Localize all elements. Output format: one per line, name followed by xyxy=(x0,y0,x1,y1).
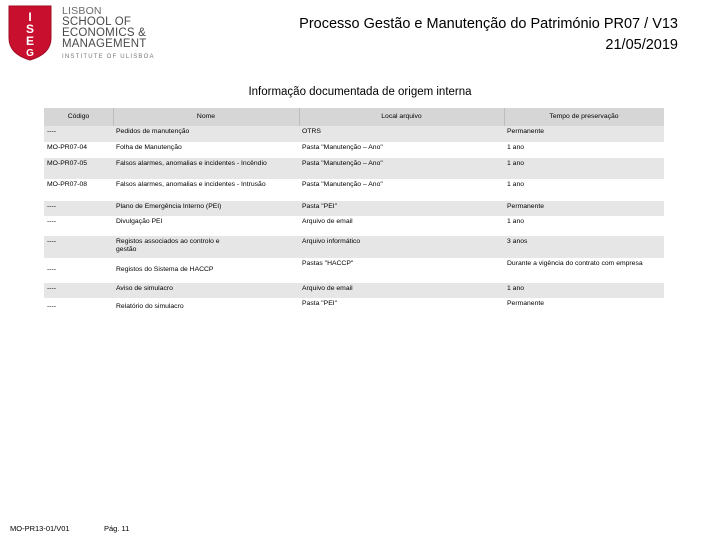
cell-codigo: ---- xyxy=(47,218,57,225)
cell-local: Pasta "PEI" xyxy=(302,203,338,210)
footer-page-number: Pág. 11 xyxy=(104,524,130,533)
column-header-local: Local arquivo xyxy=(381,113,422,120)
cell-codigo: MO-PR07-04 xyxy=(47,144,88,151)
column-divider xyxy=(504,108,505,126)
table-row xyxy=(44,179,664,201)
cell-tempo: Permanente xyxy=(507,128,545,135)
column-divider xyxy=(113,108,114,126)
cell-tempo: 1 ano xyxy=(507,285,525,292)
shield-letter: S xyxy=(25,22,35,36)
cell-tempo: 3 anos xyxy=(507,238,528,245)
footer-doc-code: MO-PR13-01/V01 xyxy=(10,524,70,533)
cell-local: Pastas "HACCP" xyxy=(302,260,354,267)
cell-local: Pasta "PEI" xyxy=(302,300,338,307)
cell-tempo: Durante a vigência do contrato com empresa xyxy=(507,260,643,267)
cell-tempo: 1 ano xyxy=(507,181,525,188)
iseg-shield-icon xyxy=(6,4,54,62)
table-row xyxy=(44,216,664,236)
cell-nome: Relatório do simulacro xyxy=(116,303,184,310)
column-header-nome: Nome xyxy=(196,113,216,120)
cell-nome: Pedidos de manutenção xyxy=(116,128,190,135)
document-header xyxy=(299,14,678,56)
table-row xyxy=(44,158,664,179)
cell-codigo: MO-PR07-08 xyxy=(47,181,88,188)
cell-codigo: MO-PR07-05 xyxy=(47,160,88,167)
cell-codigo: ---- xyxy=(47,266,57,273)
logo-line: SCHOOL OF xyxy=(62,16,132,28)
table-header-row xyxy=(44,108,664,126)
logo-line: MANAGEMENT xyxy=(62,38,147,50)
cell-codigo: ---- xyxy=(47,128,57,135)
column-divider xyxy=(299,108,300,126)
logo-line: ECONOMICS & xyxy=(62,27,146,39)
header-title: Processo Gestão e Manutenção do Património PR07 / V13 xyxy=(299,16,678,32)
column-header-tempo: Tempo de preservação xyxy=(549,113,619,120)
cell-local: Pasta "Manutenção – Ano" xyxy=(302,160,383,167)
table-row xyxy=(44,236,664,258)
cell-nome: Falsos alarmes, anomalias e incidentes - Incêndio xyxy=(116,160,267,167)
cell-tempo: Permanente xyxy=(507,300,545,307)
header-date: 21/05/2019 xyxy=(605,37,678,53)
logo-wordmark xyxy=(62,6,155,61)
cell-tempo: 1 ano xyxy=(507,144,525,151)
column-header-codigo: Código xyxy=(67,113,90,120)
cell-local: Arquivo informático xyxy=(302,238,361,245)
shield-letter: G xyxy=(26,48,34,59)
table-row xyxy=(44,258,664,283)
cell-tempo: 1 ano xyxy=(507,160,525,167)
cell-nome: Registos do Sistema de HACCP xyxy=(116,266,214,273)
cell-codigo: ---- xyxy=(47,238,57,245)
table-row xyxy=(44,126,664,142)
cell-nome: Aviso de simulacro xyxy=(116,285,173,292)
cell-local: Pasta "Manutenção – Ano" xyxy=(302,144,383,151)
section-title: Informação documentada de origem interna xyxy=(248,86,472,98)
cell-local: Arquivo de email xyxy=(302,218,353,225)
cell-codigo: ---- xyxy=(47,285,57,292)
cell-local: OTRS xyxy=(302,128,321,135)
table-row xyxy=(44,142,664,158)
cell-nome: Folha de Manutenção xyxy=(116,144,182,151)
shield-letter: I xyxy=(28,10,32,24)
cell-codigo: ---- xyxy=(47,203,57,210)
cell-nome: Plano de Emergência Interno (PEI) xyxy=(116,203,222,210)
cell-local: Pasta "Manutenção – Ano" xyxy=(302,181,383,188)
cell-nome: Divulgação PEI xyxy=(116,218,163,225)
iseg-logo xyxy=(6,4,156,64)
cell-nome: Registos associados ao controlo e gestão xyxy=(116,238,220,253)
logo-line: LISBON xyxy=(62,5,102,17)
logo-tagline: INSTITUTE OF ULISBOA xyxy=(62,54,155,60)
shield-letter: E xyxy=(25,34,35,48)
cell-local: Arquivo de email xyxy=(302,285,353,292)
cell-tempo: Permanente xyxy=(507,203,545,210)
cell-nome: Falsos alarmes, anomalias e incidentes - Intrusão xyxy=(116,181,266,188)
table-row xyxy=(44,201,664,216)
table-row xyxy=(44,298,664,316)
records-table xyxy=(44,108,664,316)
cell-tempo: 1 ano xyxy=(507,218,525,225)
table-row xyxy=(44,283,664,298)
cell-codigo: ---- xyxy=(47,303,57,310)
